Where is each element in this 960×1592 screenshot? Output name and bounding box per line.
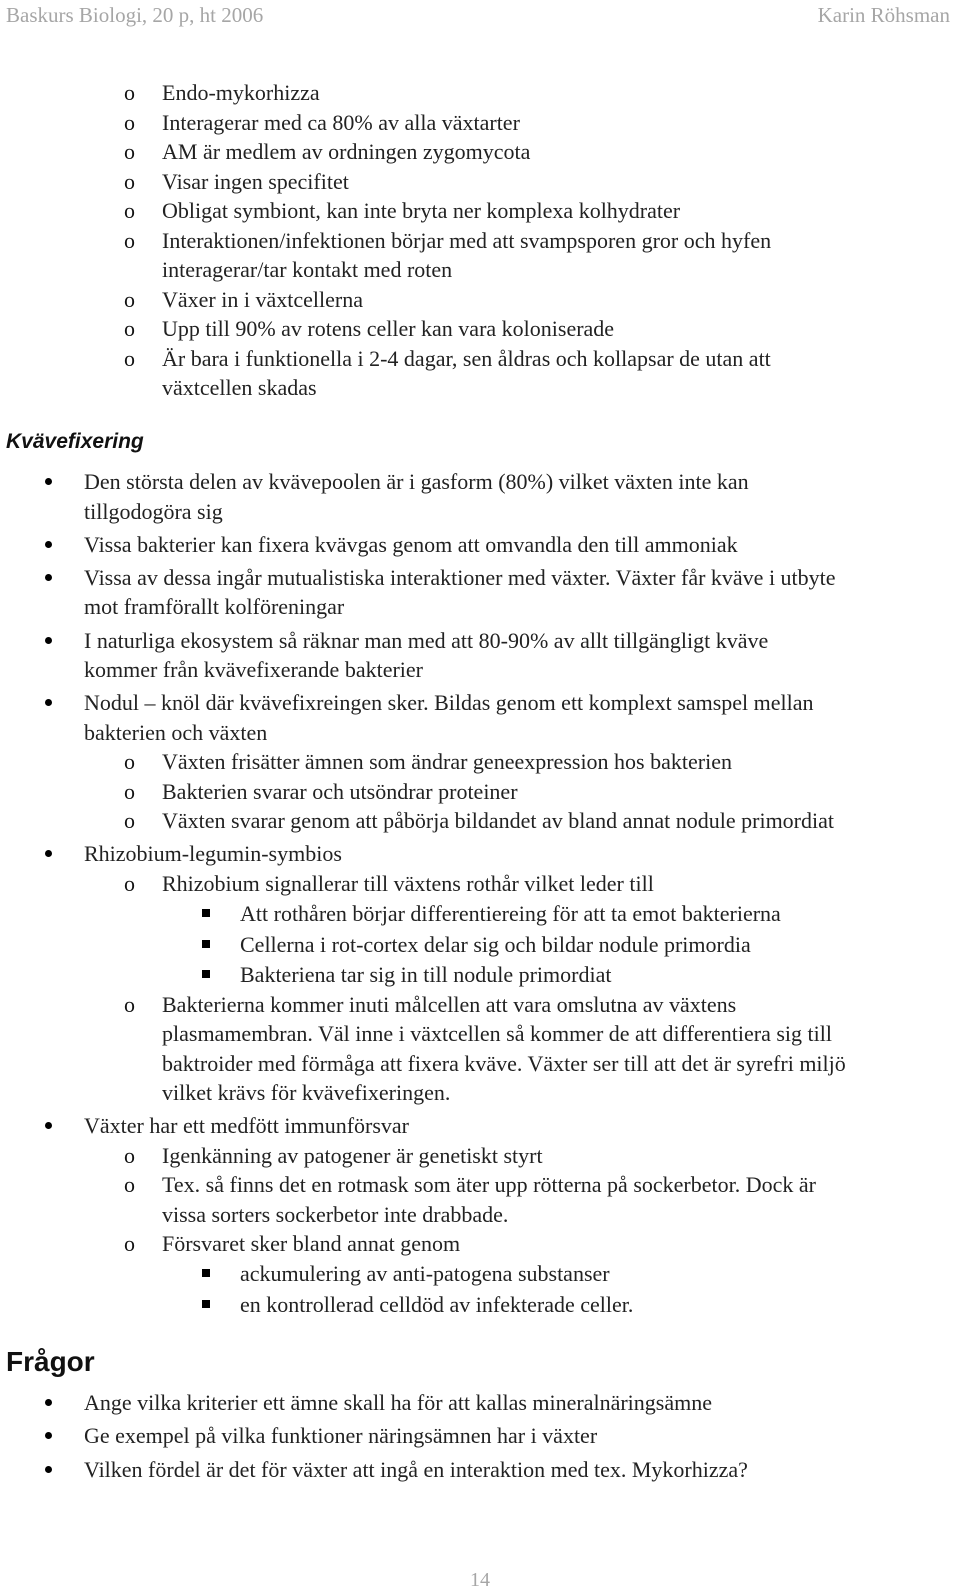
list-item (0, 1259, 960, 1289)
bullet-circle-icon: o (124, 110, 135, 135)
list-item (0, 467, 960, 497)
list-item-text: vissa sorters sockerbetor inte drabbade. (162, 1202, 509, 1227)
list-item (0, 747, 960, 777)
list-item (0, 1290, 960, 1320)
list-item (0, 806, 960, 836)
list-item-continuation (0, 1019, 960, 1049)
list-item-text: Upp till 90% av rotens celler kan vara koloniserade (162, 316, 615, 341)
list-item-text: ackumulering av anti-patogena substanser (240, 1261, 610, 1286)
list-item-text: Ge exempel på vilka funktioner näringsämnen har i växter (84, 1423, 598, 1448)
list-item-text: Växer in i växtcellerna (162, 287, 363, 312)
list-item-continuation (0, 1049, 960, 1079)
list-item (0, 899, 960, 929)
list-item-text: Igenkänning av patogener är genetiskt styrt (162, 1143, 543, 1168)
list-item (0, 1421, 960, 1451)
list-item-text: Tex. så finns det en rotmask som äter upp rötterna på sockerbetor. Dock är (162, 1172, 816, 1197)
list-item-text: växtcellen skadas (162, 375, 317, 400)
list-item-continuation (0, 655, 960, 685)
page-number: 14 (470, 1569, 490, 1591)
bullet-circle-icon: o (124, 139, 135, 164)
list-item (0, 960, 960, 990)
list-item-text: Växter har ett medfött immunförsvar (84, 1113, 410, 1138)
list-item-text: en kontrollerad celldöd av infekterade celler. (240, 1292, 634, 1317)
list-item (0, 777, 960, 807)
list-item (0, 344, 960, 374)
list-item-text: Växten frisätter ämnen som ändrar geneexpression hos bakterien (162, 749, 732, 774)
list-item-continuation (0, 1078, 960, 1108)
list-item (0, 1388, 960, 1418)
list-item-text: tillgodogöra sig (84, 499, 223, 524)
list-item-text: Interagerar med ca 80% av alla växtarter (162, 110, 520, 135)
section-heading: Frågor (6, 1346, 95, 1377)
list-item-text: Interaktionen/infektionen börjar med att svampsporen gror och hyfen (162, 228, 772, 253)
list-item (0, 1141, 960, 1171)
list-item (0, 108, 960, 138)
list-item (0, 285, 960, 315)
list-item (0, 196, 960, 226)
list-item-text: mot framförallt kolföreningar (84, 594, 345, 619)
bullet-circle-icon: o (124, 749, 135, 774)
list-item-continuation (0, 592, 960, 622)
list-item (0, 869, 960, 899)
list-item-text: Den största delen av kvävepoolen är i gasform (80%) vilket växten inte kan (84, 469, 749, 494)
list-item-continuation (0, 1200, 960, 1230)
list-item-text: Bakterierna kommer inuti målcellen att vara omslutna av växtens (162, 992, 737, 1017)
list-item-text: Att rothåren börjar differentiereing för att ta emot bakterierna (240, 901, 781, 926)
list-item-text: Endo-mykorhizza (162, 80, 320, 105)
list-item (0, 1455, 960, 1485)
header-author: Karin Röhsman (817, 3, 950, 27)
list-item-text: Cellerna i rot-cortex delar sig och bildar nodule primordia (240, 932, 751, 957)
bullet-circle-icon: o (124, 198, 135, 223)
list-item-continuation (0, 718, 960, 748)
list-item-text: bakterien och växten (84, 720, 268, 745)
bullet-circle-icon: o (124, 992, 135, 1017)
bullet-circle-icon: o (124, 346, 135, 371)
list-item-text: Ange vilka kriterier ett ämne skall ha för att kallas mineralnäringsämne (84, 1390, 712, 1415)
bullet-circle-icon: o (124, 80, 135, 105)
list-item-text: Växten svarar genom att påbörja bildandet av bland annat nodule primordiat (162, 808, 834, 833)
list-item-text: Obligat symbiont, kan inte bryta ner komplexa kolhydrater (162, 198, 681, 223)
header-course: Baskurs Biologi, 20 p, ht 2006 (6, 3, 264, 27)
list-item (0, 688, 960, 718)
list-item (0, 1170, 960, 1200)
list-item (0, 226, 960, 256)
list-item (0, 930, 960, 960)
list-item (0, 137, 960, 167)
list-item (0, 626, 960, 656)
list-item-continuation (0, 255, 960, 285)
bullet-circle-icon: o (124, 779, 135, 804)
list-item-text: plasmamembran. Väl inne i växtcellen så kommer de att differentiera sig till (162, 1021, 832, 1046)
bullet-circle-icon: o (124, 1172, 135, 1197)
list-item (0, 563, 960, 593)
bullet-circle-icon: o (124, 871, 135, 896)
section-heading: Kvävefixering (6, 430, 144, 453)
list-item-text: Vilken fördel är det för växter att ingå en interaktion med tex. Mykorhizza? (84, 1457, 748, 1482)
bullet-circle-icon: o (124, 169, 135, 194)
bullet-circle-icon: o (124, 316, 135, 341)
bullet-circle-icon: o (124, 808, 135, 833)
list-item-text: Är bara i funktionella i 2-4 dagar, sen åldras och kollapsar de utan att (162, 346, 771, 371)
list-item-text: Bakterien svarar och utsöndrar proteiner (162, 779, 518, 804)
list-item-continuation (0, 373, 960, 403)
list-item (0, 1229, 960, 1259)
list-item (0, 530, 960, 560)
bullet-circle-icon: o (124, 287, 135, 312)
list-item-text: Vissa av dessa ingår mutualistiska interaktioner med växter. Växter får kväve i utbyte (84, 565, 836, 590)
bullet-circle-icon: o (124, 1143, 135, 1168)
list-item (0, 839, 960, 869)
list-item-continuation (0, 497, 960, 527)
list-item-text: Nodul – knöl där kvävefixreingen sker. Bildas genom ett komplext samspel mellan (84, 690, 814, 715)
list-item (0, 1111, 960, 1141)
list-item-text: Försvaret sker bland annat genom (162, 1231, 461, 1256)
list-item-text: baktroider med förmåga att fixera kväve. Växter ser till att det är syrefri miljö (162, 1051, 846, 1076)
list-item-text: Vissa bakterier kan fixera kvävgas genom att omvandla den till ammoniak (84, 532, 738, 557)
bullet-circle-icon: o (124, 1231, 135, 1256)
list-item (0, 314, 960, 344)
list-item-text: Rhizobium signallerar till växtens rothår vilket leder till (162, 871, 654, 896)
list-item (0, 167, 960, 197)
list-item-text: I naturliga ekosystem så räknar man med att 80-90% av allt tillgängligt kväve (84, 628, 769, 653)
list-item-text: Bakteriena tar sig in till nodule primordiat (240, 962, 612, 987)
list-item-text: interagerar/tar kontakt med roten (162, 257, 453, 282)
list-item (0, 990, 960, 1020)
list-item (0, 78, 960, 108)
bullet-circle-icon: o (124, 228, 135, 253)
list-item-text: vilket krävs för kvävefixeringen. (162, 1080, 451, 1105)
list-item-text: Rhizobium-legumin-symbios (84, 841, 342, 866)
list-item-text: kommer från kvävefixerande bakterier (84, 657, 423, 682)
list-item-text: AM är medlem av ordningen zygomycota (162, 139, 531, 164)
list-item-text: Visar ingen specifitet (162, 169, 349, 194)
